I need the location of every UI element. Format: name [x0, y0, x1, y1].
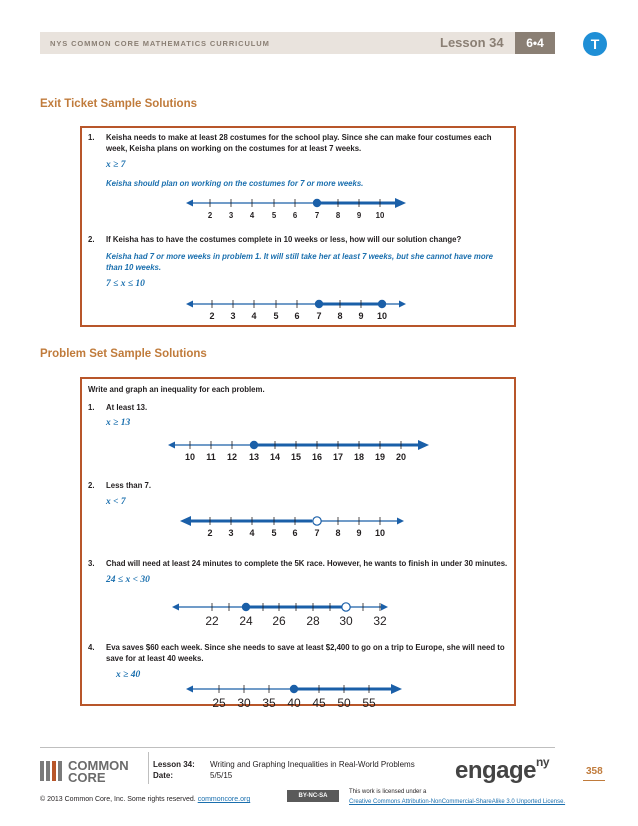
q1-answer: Keisha should plan on working on the costumes for 7 or more weeks.	[106, 179, 364, 188]
page-number: 358	[586, 766, 603, 777]
p4-number: 4.	[88, 643, 95, 652]
q2-text: If Keisha has to have the costumes complete in 10 weeks or less, how will our solution change?	[106, 235, 462, 244]
footer-date-label: Date:	[153, 771, 174, 780]
p2-tick: 6	[292, 528, 298, 538]
p2-inequality: x < 7	[106, 497, 126, 507]
footer-rule	[40, 747, 555, 748]
p3-inequality: 24 ≤ x < 30	[106, 575, 150, 585]
q2-closed-point-end	[378, 300, 386, 308]
footer-lesson-title: Writing and Graphing Inequalities in Real-World Problems	[210, 760, 415, 769]
common-core-logo-icon	[40, 761, 66, 781]
p1-tick: 14	[269, 452, 281, 462]
p3-tick: 24	[239, 614, 253, 628]
q2-tick: 2	[209, 311, 215, 321]
p1-tick: 17	[332, 452, 344, 462]
q2-tick: 7	[316, 311, 322, 321]
q2-answer: Keisha had 7 or more weeks in problem 1. It will still take her at least 7 weeks, but she cannot have more than 10 weeks.	[106, 252, 493, 272]
p3-tick: 30	[339, 614, 353, 628]
p2-tick: 3	[228, 528, 234, 538]
license-line-1: This work is licensed under a	[349, 789, 427, 795]
p1-tick: 13	[248, 452, 260, 462]
footer-lesson-label: Lesson 34:	[153, 760, 195, 769]
p2-tick: 9	[356, 528, 362, 538]
q1-tick: 9	[356, 211, 362, 220]
license-link[interactable]: Creative Commons Attribution-NonCommercial-ShareAlike 3.0 Unported License.	[349, 799, 566, 805]
p2-tick: 7	[314, 528, 320, 538]
p4-number-line	[186, 680, 411, 710]
q2-inequality: 7 ≤ x ≤ 10	[106, 279, 145, 289]
logo-line-1: COMMON	[68, 758, 129, 773]
footer-date: 5/5/15	[210, 771, 233, 780]
q1-closed-point	[313, 199, 321, 207]
p3-number-line	[172, 598, 402, 628]
p1-number: 1.	[88, 403, 95, 412]
q2-tick: 6	[294, 311, 300, 321]
q1-tick: 5	[271, 211, 277, 220]
footer-divider	[148, 752, 149, 784]
p4-text: Eva saves $60 each week. Since she needs to save at least $2,400 to go on a trip to Europe, she will need to save for at least 40 weeks.	[106, 643, 505, 663]
p1-closed-point	[250, 441, 258, 449]
p3-closed-point	[242, 603, 250, 611]
p2-tick: 4	[249, 528, 255, 538]
q2-tick: 5	[273, 311, 279, 321]
q1-number-line	[186, 194, 416, 220]
q2-tick: 9	[358, 311, 364, 321]
engageny-logo	[455, 757, 549, 785]
q1-text: Keisha needs to make at least 28 costumes for the school play. Since she can make four costumes each week, Keisha plans on working on the costumes for at least 7 weeks.	[106, 133, 492, 153]
p2-number: 2.	[88, 481, 95, 490]
q2-tick: 4	[251, 311, 257, 321]
curriculum-title: NYS COMMON CORE MATHEMATICS CURRICULUM	[50, 39, 270, 48]
q1-inequality: x ≥ 7	[106, 160, 126, 170]
q2-tick: 8	[337, 311, 343, 321]
p2-tick: 8	[335, 528, 341, 538]
q2-closed-point-start	[315, 300, 323, 308]
p3-tick: 28	[306, 614, 320, 628]
p1-tick: 20	[395, 452, 407, 462]
q1-tick: 4	[249, 211, 255, 220]
p4-tick: 25	[212, 696, 226, 710]
p4-tick: 55	[362, 696, 376, 710]
exit-ticket-title: Exit Ticket Sample Solutions	[40, 98, 197, 110]
p2-text: Less than 7.	[106, 481, 152, 490]
p1-tick: 19	[374, 452, 386, 462]
q2-tick: 10	[376, 311, 388, 321]
module-badge: 6•4	[515, 32, 555, 54]
commoncore-link[interactable]: commoncore.org	[197, 796, 251, 803]
logo-line-2: CORE	[68, 770, 106, 785]
q1-tick: 8	[335, 211, 341, 220]
p1-tick: 10	[184, 452, 196, 462]
p4-tick: 50	[337, 696, 351, 710]
q2-number: 2.	[88, 235, 95, 244]
cc-license-badge[interactable]: BY-NC-SA	[287, 790, 339, 802]
teacher-badge: T	[583, 32, 607, 56]
q1-tick: 10	[375, 211, 385, 220]
q2-number-line	[186, 295, 416, 321]
q2-tick: 3	[230, 311, 236, 321]
p2-open-point	[313, 517, 321, 525]
ny-text: ny	[536, 755, 550, 769]
p3-tick: 22	[205, 614, 219, 628]
p1-tick: 15	[290, 452, 302, 462]
p3-number: 3.	[88, 559, 95, 568]
engage-text: engage	[455, 757, 537, 784]
p4-tick: 35	[262, 696, 276, 710]
p1-tick: 12	[226, 452, 238, 462]
p1-inequality: x ≥ 13	[106, 418, 131, 428]
p2-tick: 10	[374, 528, 386, 538]
p1-tick: 18	[353, 452, 365, 462]
p4-closed-point	[290, 685, 298, 693]
page-number-underline	[583, 780, 605, 781]
p1-tick: 11	[206, 452, 216, 462]
q1-number: 1.	[88, 133, 95, 142]
p1-text: At least 13.	[106, 403, 148, 412]
problem-set-title: Problem Set Sample Solutions	[40, 348, 207, 360]
p2-number-line	[180, 512, 420, 538]
p3-tick: 26	[272, 614, 286, 628]
p4-inequality: x ≥ 40	[116, 670, 141, 680]
p4-tick: 45	[312, 696, 326, 710]
p4-tick: 30	[237, 696, 251, 710]
p2-tick: 2	[207, 528, 213, 538]
q1-tick: 6	[292, 211, 298, 220]
p2-tick: 5	[271, 528, 277, 538]
copyright-text: © 2013 Common Core, Inc. Some rights reserved.	[40, 796, 196, 803]
p3-open-point	[342, 603, 350, 611]
lesson-number: Lesson 34	[440, 35, 504, 50]
p1-number-line	[168, 436, 438, 462]
q1-tick: 3	[228, 211, 234, 220]
p4-tick: 40	[287, 696, 301, 710]
q1-tick: 2	[207, 211, 213, 220]
q1-tick: 7	[314, 211, 320, 220]
p1-tick: 16	[311, 452, 323, 462]
p3-text: Chad will need at least 24 minutes to complete the 5K race. However, he wants to finish in under 30 minutes.	[106, 559, 508, 568]
problem-set-intro: Write and graph an inequality for each problem.	[88, 385, 265, 394]
copyright	[40, 796, 250, 803]
p3-tick: 32	[373, 614, 387, 628]
